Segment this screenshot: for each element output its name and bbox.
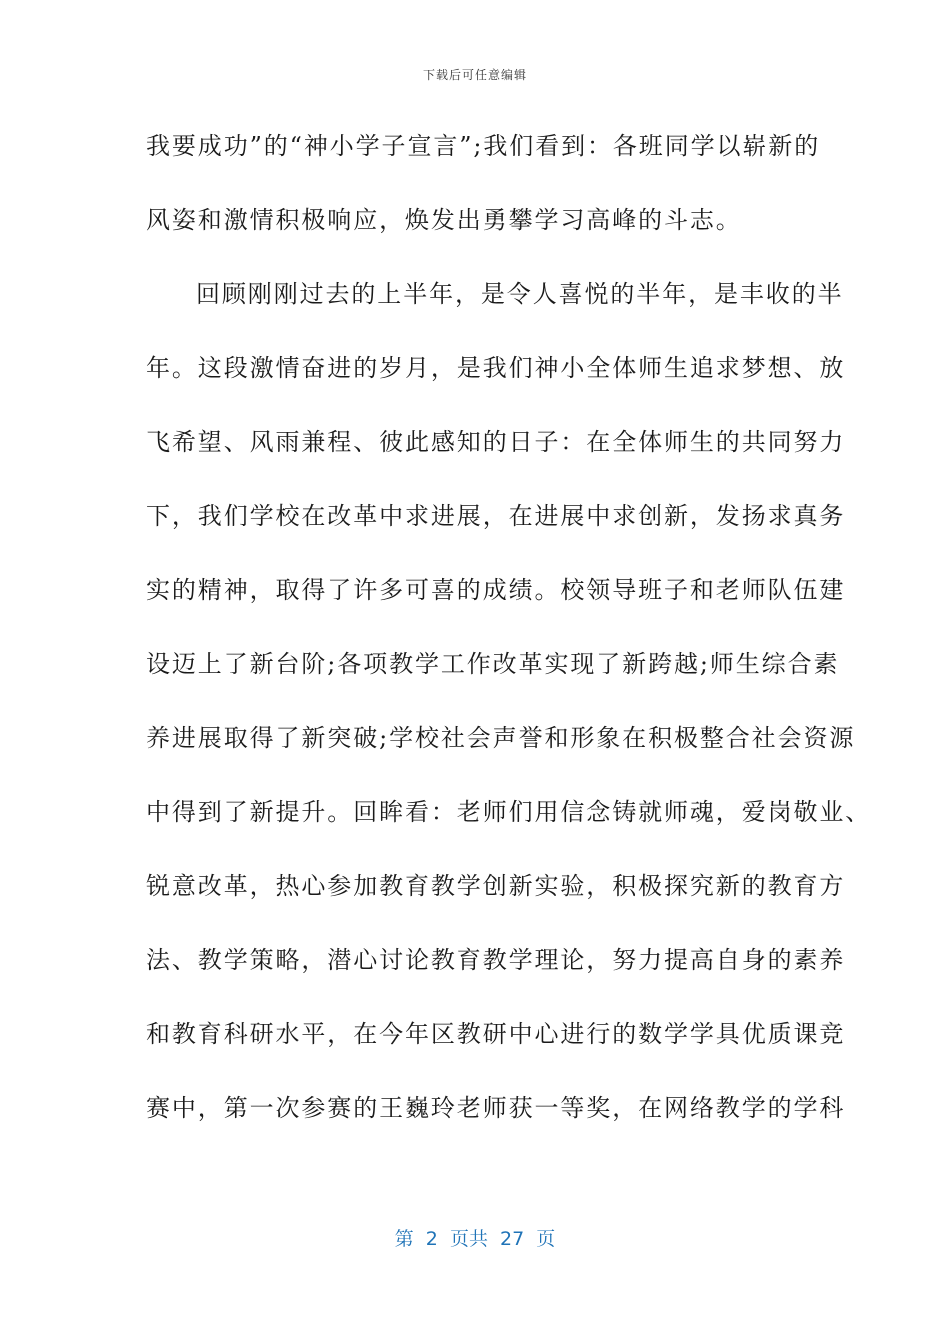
text-line: 法、教学策略，潜心讨论教育教学理论，努力提高自身的素养 [146, 946, 846, 974]
footer-prefix: 第 [394, 1228, 426, 1250]
text-line: 养进展取得了新突破;学校社会声誉和形象在积极整合社会资源 [146, 724, 856, 752]
text-line: 风姿和激情积极响应，焕发出勇攀学习高峰的斗志。 [146, 206, 742, 234]
total-pages-number: 27 [500, 1228, 525, 1250]
text-line: 我要成功”的“神小学子宣言”;我们看到：各班同学以崭新的 [146, 132, 821, 160]
document-body [146, 118, 872, 1154]
text-line: 赛中，第一次参赛的王巍玲老师获一等奖，在网络教学的学科 [146, 1094, 846, 1122]
current-page-number: 2 [425, 1228, 438, 1250]
text-line: 年。这段激情奋进的岁月，是我们神小全体师生追求梦想、放 [146, 354, 846, 382]
footer-middle: 页共 [437, 1228, 501, 1250]
text-line: 实的精神，取得了许多可喜的成绩。校领导班子和老师队伍建 [146, 576, 846, 604]
text-line: 中得到了新提升。回眸看：老师们用信念铸就师魂，爱岗敬业、 [146, 798, 872, 826]
text-line: 设迈上了新台阶;各项教学工作改革实现了新跨越;师生综合素 [146, 650, 840, 678]
text-line: 飞希望、风雨兼程、彼此感知的日子：在全体师生的共同努力 [146, 428, 846, 456]
page-header: 下载后可任意编辑 [422, 68, 527, 82]
footer-suffix: 页 [524, 1228, 556, 1250]
text-line: 下，我们学校在改革中求进展，在进展中求创新，发扬求真务 [146, 502, 846, 530]
text-line: 和教育科研水平，在今年区教研中心进行的数学学具优质课竞 [146, 1020, 846, 1048]
text-line: 锐意改革，热心参加教育教学创新实验，积极探究新的教育方 [146, 872, 846, 900]
text-line: 回顾刚刚过去的上半年，是令人喜悦的半年，是丰收的半 [196, 280, 844, 308]
page-footer [0, 1224, 950, 1251]
